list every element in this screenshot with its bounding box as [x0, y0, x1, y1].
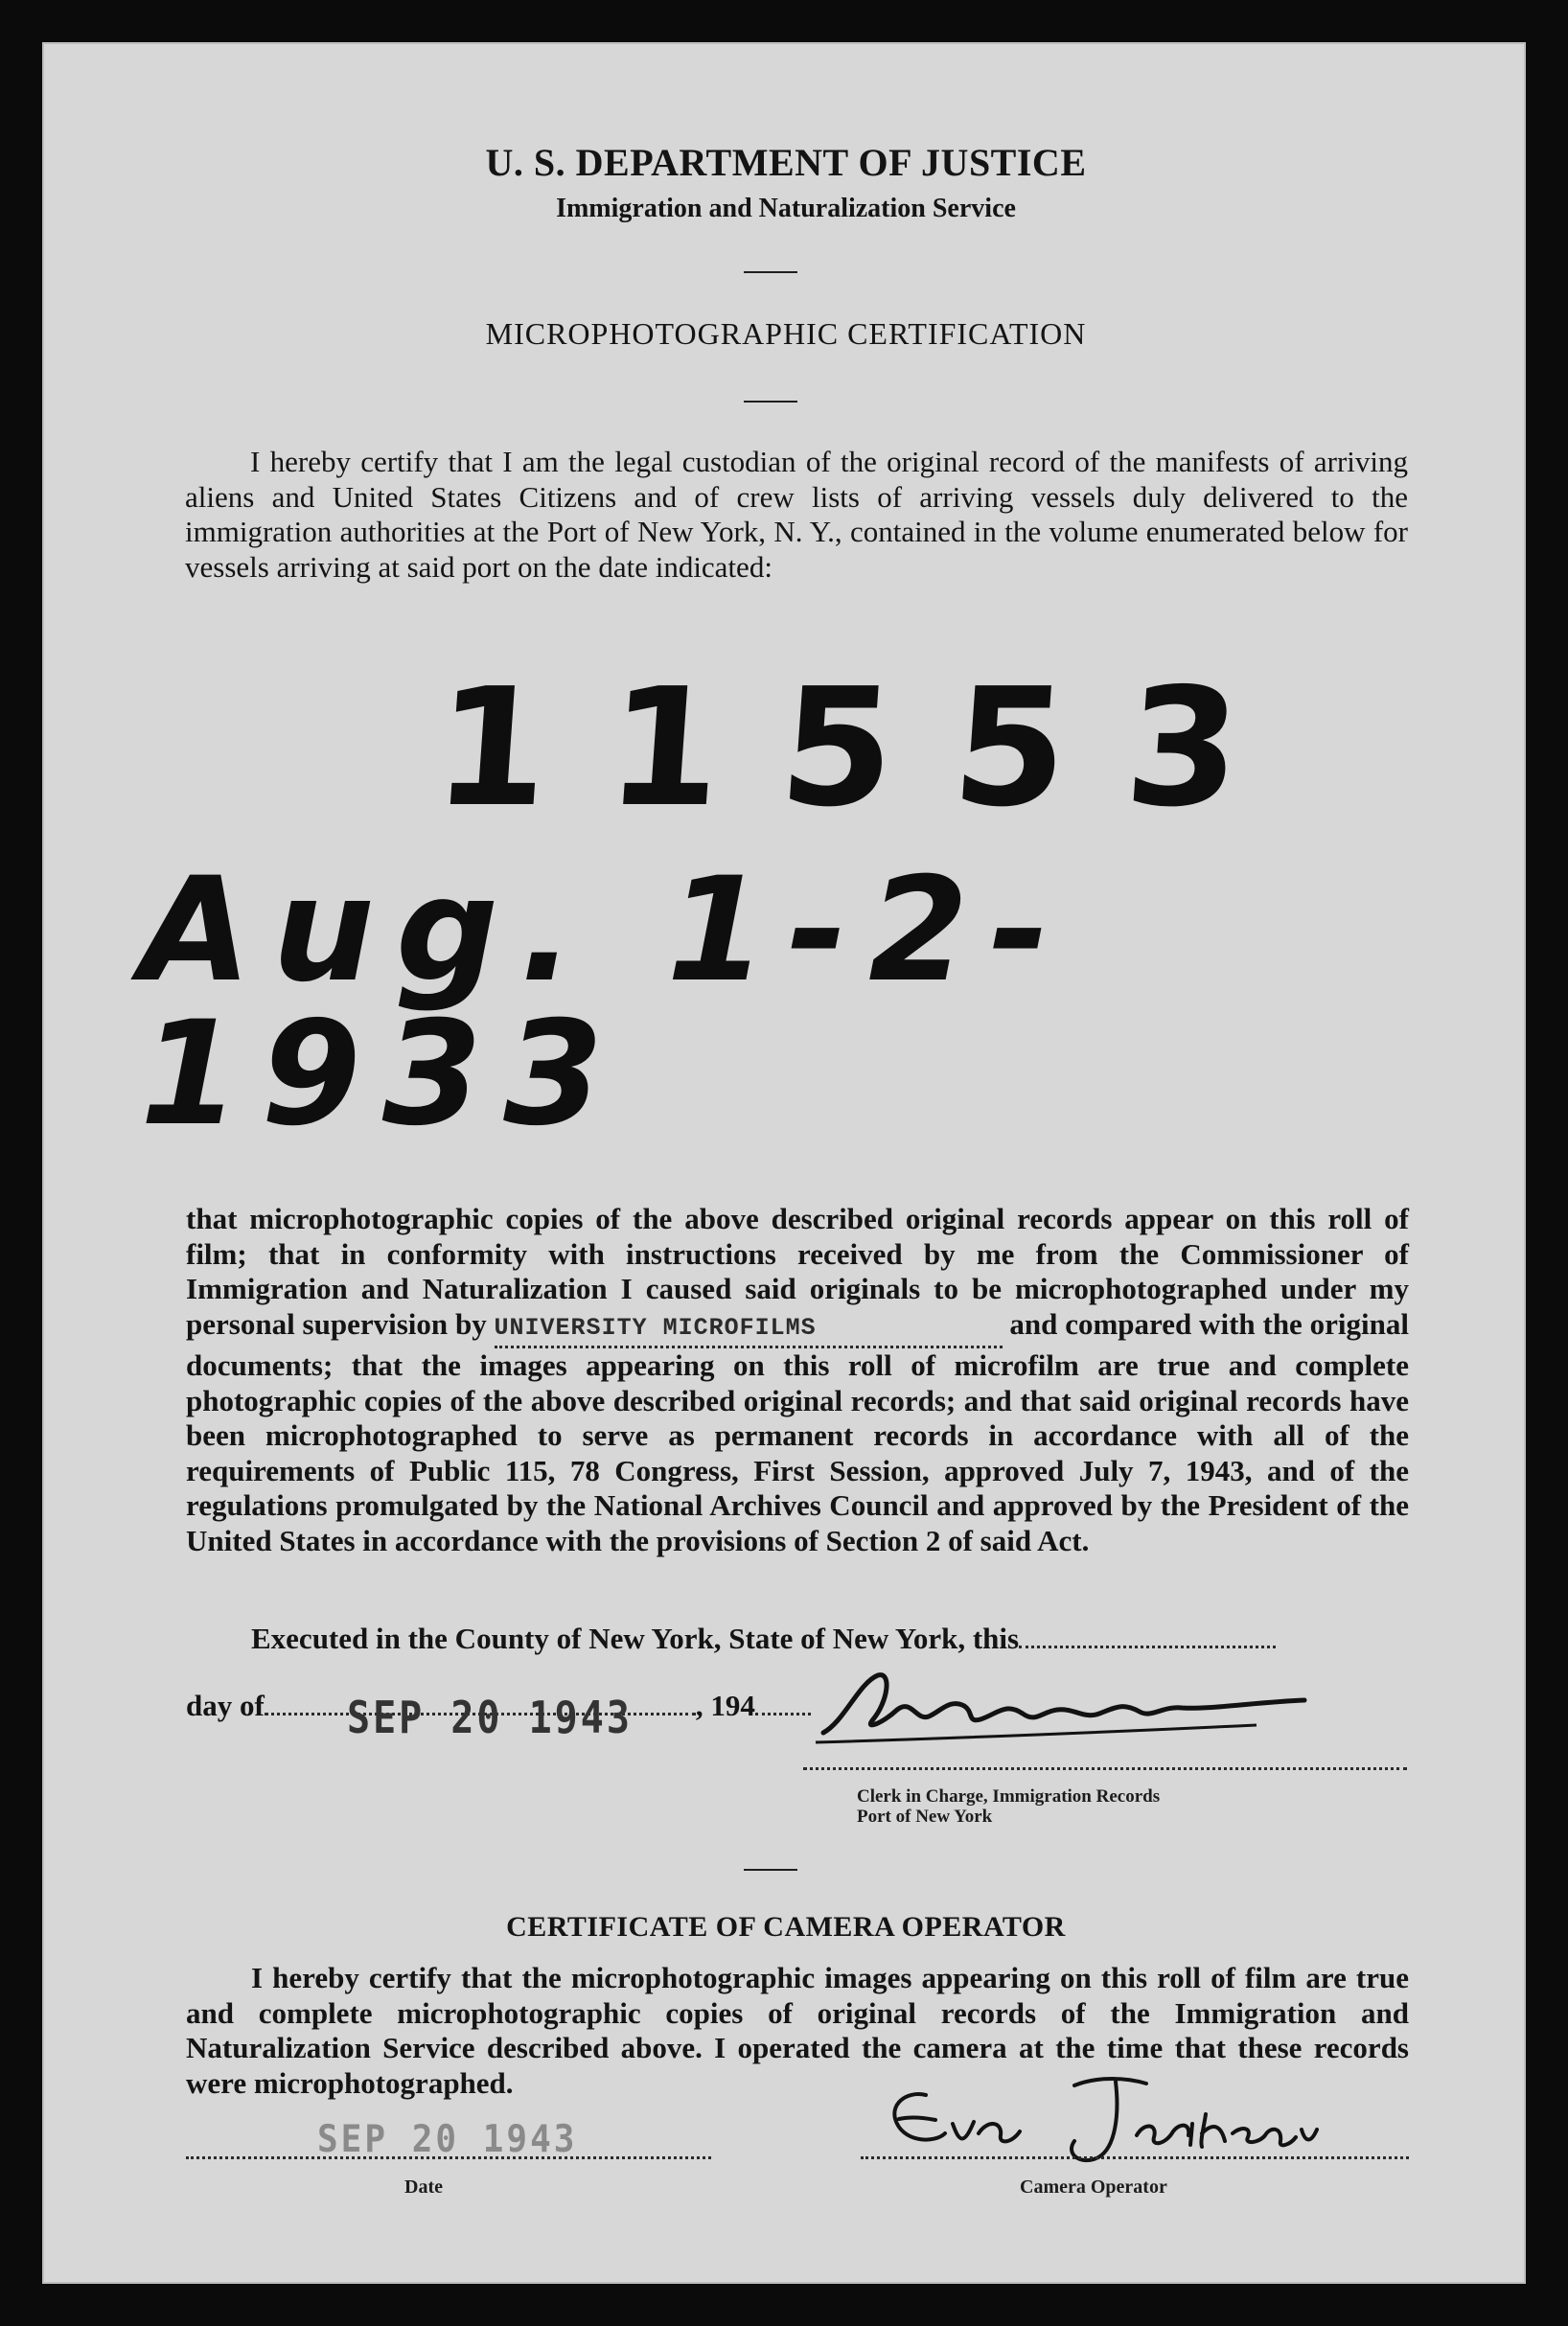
- day-of-label: day of: [186, 1689, 265, 1722]
- body-text-part1: that microphotographic copies of the above described original records appear on this roll of film; that in conformity with instructions received by me from the Commissioner of Immigration and Naturalization I caused said originals to be microphotographed under my personal supervision by: [186, 1202, 1409, 1341]
- day-of-line: day of , 194: [186, 1689, 953, 1724]
- divider: [744, 1869, 797, 1871]
- date-stamp: SEP 20 1943: [347, 1693, 633, 1744]
- body-text-part2: and compared with the original documents; that the images appearing on this roll of microfilm are true and complete photographic copies of the above described original records; and that said original records have been microphotographed to serve as permanent records in accordance with all of the requirements of Public 115, 78 Congress, First Session, approved July 7, 1943, and of the regulations promulgated by the National Archives Council and approved by the President of the United States in accordance with the provisions of Section 2 of said Act.: [186, 1306, 1409, 1557]
- camera-certificate-text: I hereby certify that the microphotographic images appearing on this roll of film are true and complete microphotographic copies of original records of the Immigration and Naturalization Service described above. I operated the camera at the time that these records were microphotographed.: [186, 1961, 1409, 2100]
- body-paragraph: [186, 1202, 1409, 1558]
- filmed-by-value: UNIVERSITY MICROFILMS: [494, 1313, 817, 1342]
- executed-day-field: [1019, 1646, 1276, 1648]
- filmed-by-field: [495, 1307, 1003, 1349]
- service-subheading: Immigration and Naturalization Service: [556, 194, 1016, 223]
- year-prefix: 194: [710, 1689, 755, 1722]
- camera-certificate-heading: CERTIFICATE OF CAMERA OPERATOR: [506, 1911, 1066, 1943]
- department-heading: U. S. DEPARTMENT OF JUSTICE: [485, 141, 1087, 184]
- intro-text: I hereby certify that I am the legal custodian of the original record of the manifests of arriving aliens and United States Citizens and of crew lists of arriving vessels duly delivered to the immigration authorities at the Port of New York, N. Y., contained in the volume enumerated below for vessels arriving at said port on the date indicated:: [185, 445, 1408, 584]
- executed-line: [251, 1622, 1409, 1657]
- clerk-title-line2: Port of New York: [857, 1807, 993, 1827]
- operator-date-stamp: SEP 20 1943: [317, 2117, 578, 2162]
- date-label: Date: [404, 2176, 443, 2198]
- handwritten-date-range: Aug. 1-2-1933: [140, 847, 1071, 1158]
- clerk-title: [857, 1786, 1160, 1827]
- certificate-page: [42, 42, 1526, 2284]
- clerk-signature: [806, 1664, 1343, 1760]
- operator-signature-line: [861, 2156, 1409, 2159]
- divider: [744, 271, 797, 273]
- divider: [744, 401, 797, 403]
- executed-text: Executed in the County of New York, State of New York, this: [251, 1622, 1020, 1655]
- clerk-signature-line: [803, 1767, 1407, 1770]
- clerk-title-line1: Clerk in Charge, Immigration Records: [857, 1786, 1161, 1807]
- handwritten-volume-number: 11553: [428, 654, 1306, 843]
- intro-paragraph: [185, 445, 1408, 585]
- camera-operator-label: Camera Operator: [1020, 2176, 1167, 2198]
- year-field: [755, 1713, 811, 1716]
- certification-title: MICROPHOTOGRAPHIC CERTIFICATION: [485, 316, 1087, 351]
